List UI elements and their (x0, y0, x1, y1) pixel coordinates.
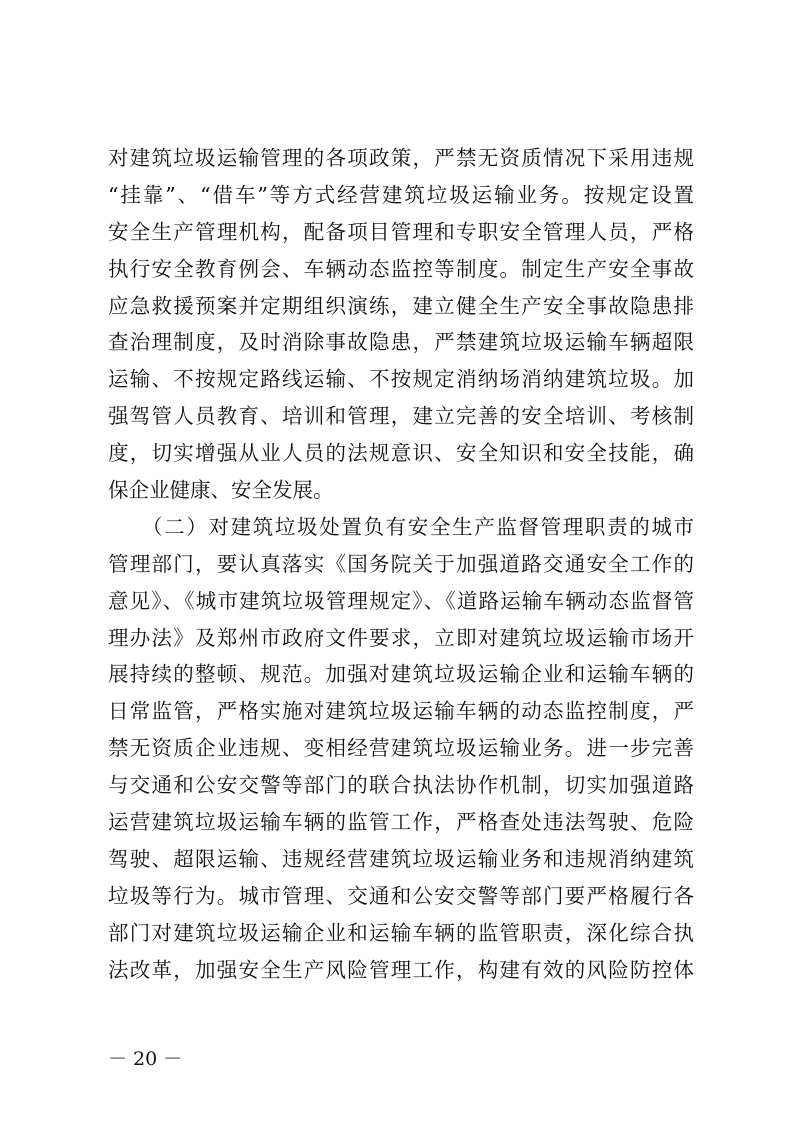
text-line: 度，切实增强从业人员的法规意识、安全知识和安全技能，确 (108, 441, 694, 466)
document-body (108, 140, 694, 988)
text-line: 保企业健康、安全发展。 (108, 478, 334, 503)
text-line: 垃圾等行为。城市管理、交通和公安交警等部门要严格履行各 (108, 883, 694, 908)
text-line: 法改革，加强安全生产风险管理工作，构建有效的风险防控体 (108, 957, 694, 982)
page-number: － 20 － (108, 1048, 183, 1070)
text-line: 禁无资质企业违规、变相经营建筑垃圾运输业务。进一步完善 (108, 736, 694, 761)
text-line: 理办法》及郑州市政府文件要求，立即对建筑垃圾运输市场开 (108, 625, 694, 650)
text-line: 展持续的整顿、规范。加强对建筑垃圾运输企业和运输车辆的 (108, 662, 694, 687)
text-line: “挂靠”、“借车”等方式经营建筑垃圾运输业务。按规定设置 (108, 182, 694, 207)
text-line: 执行安全教育例会、车辆动态监控等制度。制定生产安全事故 (108, 256, 694, 281)
text-line: 安全生产管理机构，配备项目管理和专职安全管理人员，严格 (108, 219, 694, 244)
text-line: 管理部门，要认真落实《国务院关于加强道路交通安全工作的 (108, 551, 694, 576)
text-line: 查治理制度，及时消除事故隐患，严禁建筑垃圾运输车辆超限 (108, 330, 694, 355)
text-line: 强驾管人员教育、培训和管理，建立完善的安全培训、考核制 (108, 404, 694, 429)
text-line: （二）对建筑垃圾处置负有安全生产监督管理职责的城市 (108, 514, 694, 539)
text-line: 应急救援预案并定期组织演练，建立健全生产安全事故隐患排 (108, 293, 694, 318)
text-line: 对建筑垃圾运输管理的各项政策，严禁无资质情况下采用违规 (108, 146, 694, 170)
text-line: 日常监管，严格实施对建筑垃圾运输车辆的动态监控制度，严 (108, 699, 694, 724)
paragraph-1 (108, 140, 694, 509)
text-line: 意见》、《城市建筑垃圾管理规定》、《道路运输车辆动态监督管 (108, 588, 694, 613)
text-line: 运输、不按规定路线运输、不按规定消纳场消纳建筑垃圾。加 (108, 367, 694, 392)
text-line: 驾驶、超限运输、违规经营建筑垃圾运输业务和违规消纳建筑 (108, 846, 694, 871)
text-line: 运营建筑垃圾运输车辆的监管工作，严格查处违法驾驶、危险 (108, 810, 694, 835)
text-line: 部门对建筑垃圾运输企业和运输车辆的监管职责，深化综合执 (108, 920, 694, 945)
paragraph-2 (108, 509, 694, 989)
text-line: 与交通和公安交警等部门的联合执法协作机制，切实加强道路 (108, 773, 694, 798)
